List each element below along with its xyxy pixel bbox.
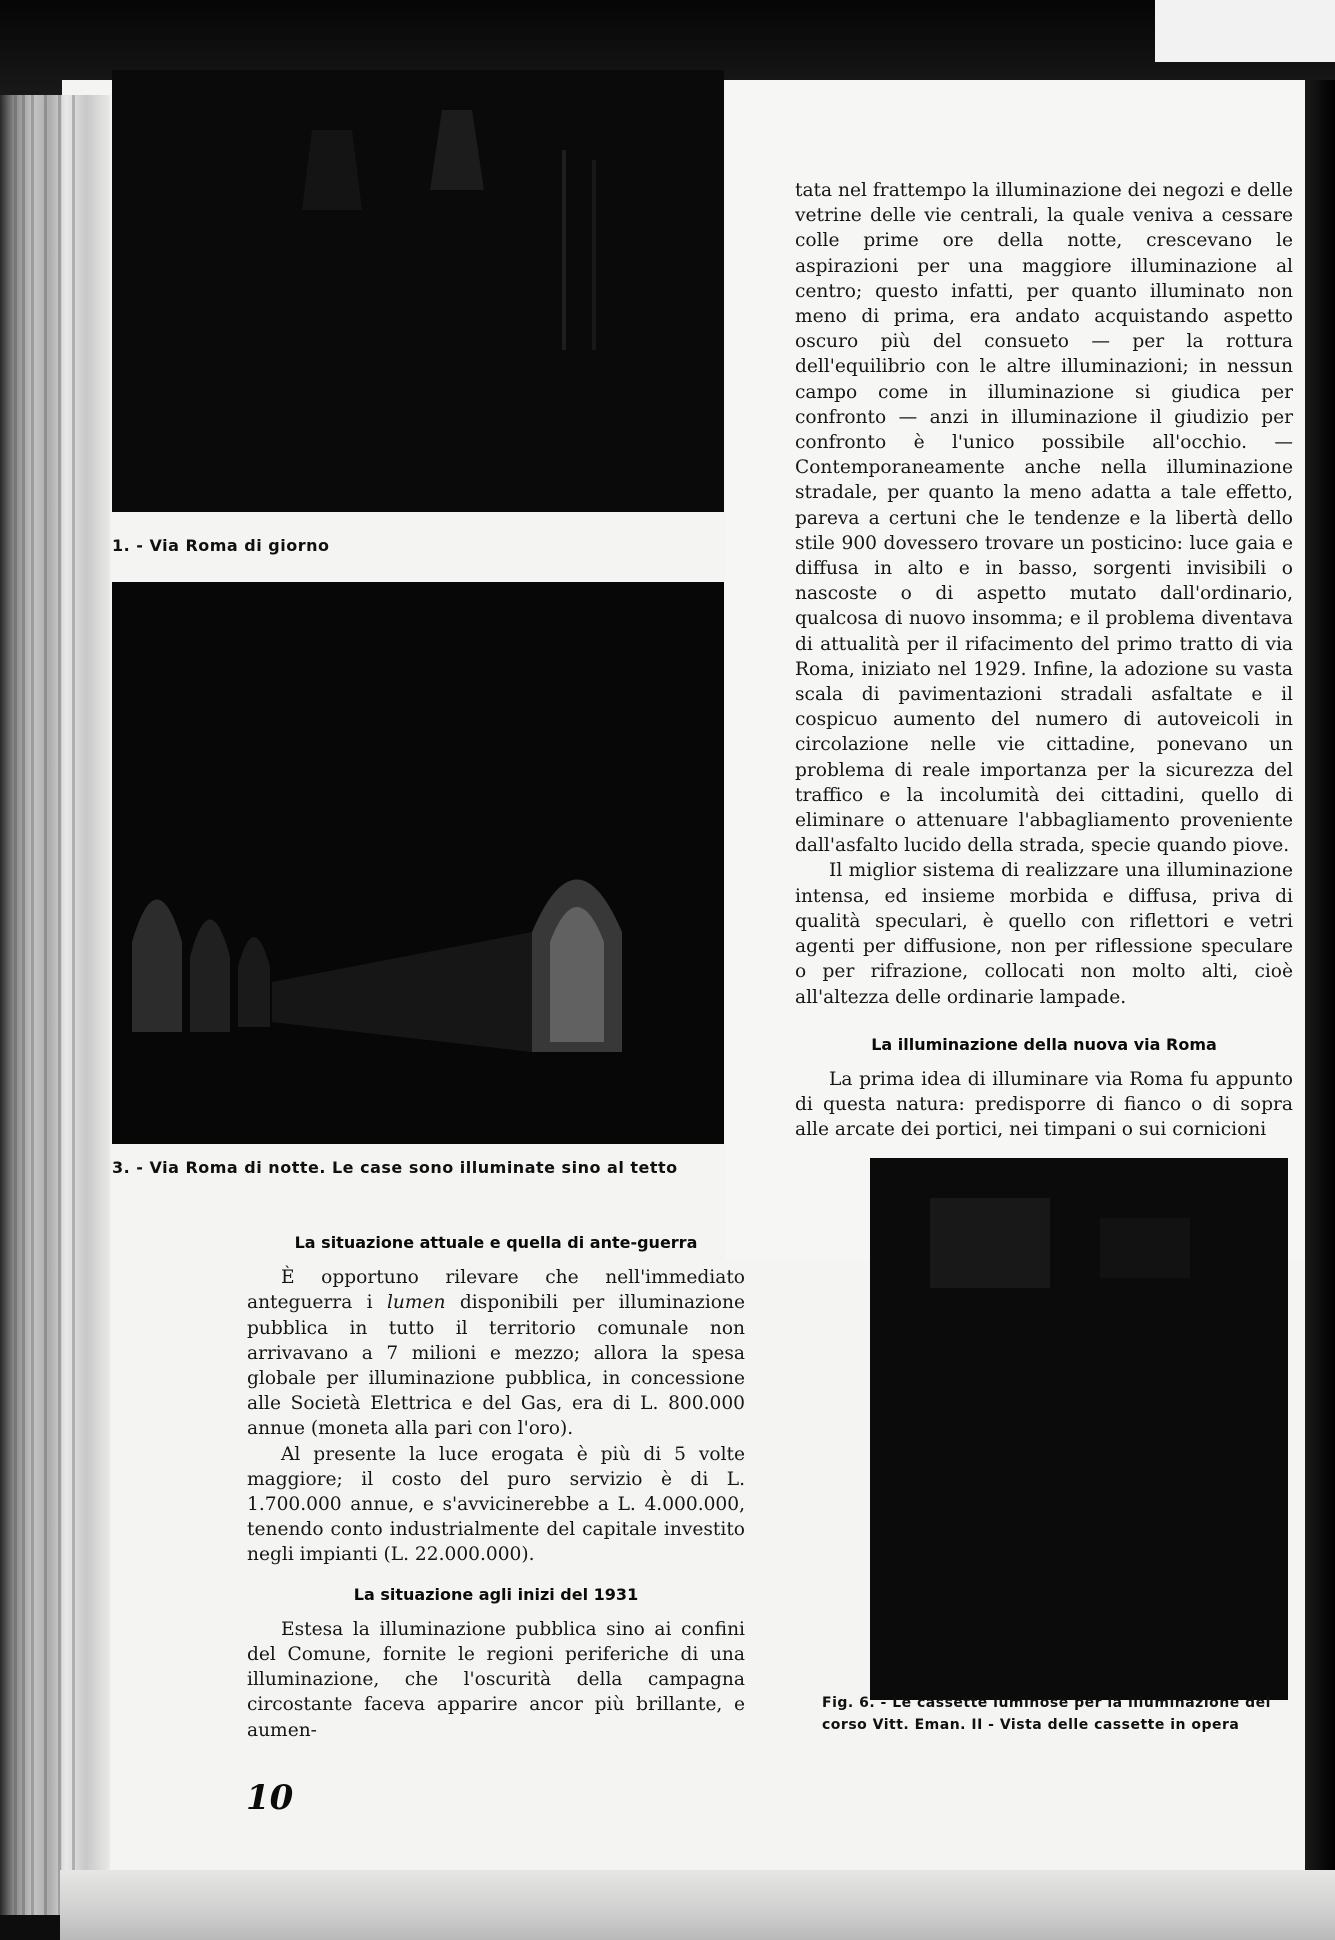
photo-via-roma-night <box>112 582 724 1144</box>
paragraph: La prima idea di illuminare via Roma fu appunto di questa natura: predisporre di fianco o di sopra alle arcate dei portici, nei timpani o sui cornicioni <box>795 1068 1293 1141</box>
scan-corner <box>1155 0 1335 62</box>
scan-right-edge <box>1305 80 1335 1940</box>
paragraph: Estesa la illuminazione pubblica sino ai confini del Comune, fornite le regioni periferiche di una illuminazione, che l'oscurità della campagna circostante faceva apparire ancor più brillante, e aumen- <box>247 1618 745 1741</box>
photo-light-boxes <box>870 1158 1288 1700</box>
section-heading: La situazione attuale e quella di ante-guerra <box>294 1233 698 1252</box>
paragraph <box>247 1265 745 1441</box>
left-text-column <box>247 1216 745 1743</box>
photo-via-roma-night-image <box>112 582 724 1144</box>
photo-light-boxes-image <box>870 1158 1288 1700</box>
photo-via-roma-day <box>112 70 724 512</box>
paragraph-text: disponibili per illuminazione pubblica in tutto il territorio comunale non arrivavano a 7 milioni e mezzo; allora la spesa globale per illuminazione pubblica, in concessione alle Società Elettrica e del Gas, era di L. 800.000 annue (moneta alla pari con l'oro). <box>247 1292 745 1440</box>
section-heading: La situazione agli inizi del 1931 <box>353 1584 639 1604</box>
page-number: 10 <box>246 1778 294 1818</box>
scan-bottom-edge <box>60 1870 1335 1940</box>
section-heading: La illuminazione della nuova via Roma <box>871 1034 1217 1054</box>
paragraph: Il miglior sistema di realizzare una illuminazione intensa, ed insieme morbida e diffusa, priva di qualità speculari, è quello con riflettori e vetri agenti per diffusione, non per riflessione speculare o per rifrazione, collocati non molto alti, cioè all'altezza delle ordinarie lampade. <box>795 860 1293 1008</box>
paragraph-text: È opportuno rilevare che nell'immediato anteguerra i <box>247 1267 745 1314</box>
photo-via-roma-day-image <box>112 70 724 512</box>
paragraph: tata nel frattempo la illuminazione dei negozi e delle vetrine delle vie centrali, la quale veniva a cessare colle prime ore della notte, crescevano le aspirazioni per una maggiore illuminazione al centro; questo infatti, per quanto illuminato non meno di prima, era andato acquistando aspetto oscuro più del consueto — per la rottura dell'equilibrio con le altre illuminazioni; in nessun campo come in illuminazione si giudica per confronto — anzi in illuminazione il giudizio per confronto è l'unico possibile all'occhio. — Contemporaneamente anche nella illuminazione stradale, per quanto la meno adatta a tale effetto, pareva a certuni che le tendenze e la libertà dello stile 900 dovessero trovare un posticino: luce gaia e diffusa in alto e in basso, sorgenti invisibili o nascoste o di aspetto mutato dall'ordinario, qualcosa di nuovo insomma; e il problema diventava di attualità per il rifacimento del primo tratto di via Roma, iniziato nel 1929. Infine, la adozione su vasta scala di pavimentazioni stradali asfaltate e il cospicuo aumento del numero di autoveicoli in circolazione nelle vie cittadine, ponevano un problema di reale importanza per la sicurezza del traffico e la incolumità dei cittadini, quello di eliminare o attenuare l'abbagliamento proveniente dall'asfalto lucido della strada, specie quando piove. <box>795 180 1293 857</box>
book-binding <box>0 95 110 1915</box>
caption-figure-1: 1. - Via Roma di giorno <box>112 536 330 555</box>
emphasis: lumen <box>386 1292 446 1314</box>
caption-figure-3: 3. - Via Roma di notte. Le case sono illuminate sino al tetto <box>112 1158 678 1177</box>
caption-figure-6: Fig. 6. - Le cassette luminose per la illuminazione del corso Vitt. Eman. II - Vista delle cassette in opera <box>822 1695 1271 1733</box>
paragraph: Al presente la luce erogata è più di 5 volte maggiore; il costo del puro servizio è di L. 1.700.000 annue, e s'avvicinerebbe a L. 4.000.000, tenendo conto industrialmente del capitale investito negli impianti (L. 22.000.000). <box>247 1443 745 1566</box>
right-text-column <box>795 178 1293 1143</box>
